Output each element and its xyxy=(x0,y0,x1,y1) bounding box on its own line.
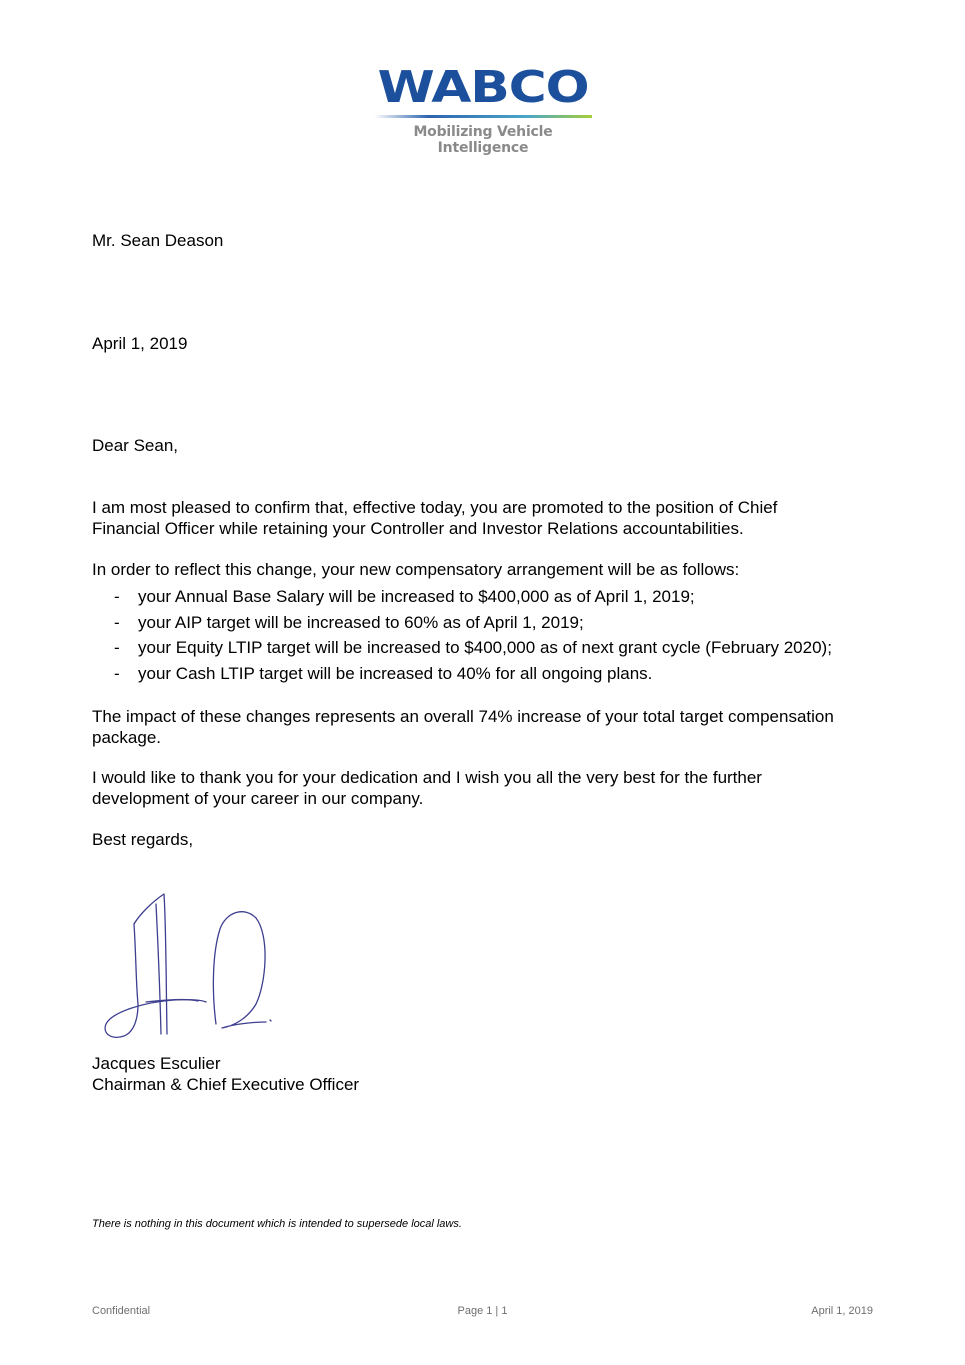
letter-date: April 1, 2019 xyxy=(92,334,188,353)
signer-block xyxy=(92,1053,882,1095)
list-item xyxy=(92,584,892,610)
list-item xyxy=(92,661,892,687)
salutation: Dear Sean, xyxy=(92,436,178,455)
list-item xyxy=(92,610,892,636)
arrangement-intro: In order to reflect this change, your new compensatory arrangement will be as follows: xyxy=(92,560,740,579)
signer-title: Chairman & Chief Executive Officer xyxy=(92,1075,360,1094)
impact-paragraph xyxy=(92,706,882,748)
footer-confidential: Confidential xyxy=(92,1305,151,1317)
signature-image xyxy=(94,884,284,1050)
bullet-dash: - xyxy=(114,663,120,683)
intro-line: I am most pleased to confirm that, effective today, you are promoted to the position of Chief xyxy=(92,498,778,517)
thanks-paragraph xyxy=(92,767,882,809)
footer-date: April 1, 2019 xyxy=(811,1305,873,1317)
legal-disclaimer: There is nothing in this document which is intended to supersede local laws. xyxy=(92,1218,462,1230)
list-item-text: your Equity LTIP target will be increased to $400,000 as of next grant cycle (February 2020); xyxy=(138,638,832,657)
bullet-dash: - xyxy=(114,638,120,657)
list-item-text: your Annual Base Salary will be increased to $400,000 as of April 1, 2019; xyxy=(138,587,695,606)
thanks-line: I would like to thank you for your dedication and I wish you all the very best for the further xyxy=(92,768,762,787)
recipient-name: Mr. Sean Deason xyxy=(92,231,224,250)
list-item-text: your Cash LTIP target will be increased to 40% for all ongoing plans. xyxy=(138,663,653,683)
logo-tagline: Mobilizing Vehicle Intelligence xyxy=(413,124,553,156)
wabco-logo xyxy=(370,62,596,156)
list-item xyxy=(92,635,892,661)
signer-name: Jacques Esculier xyxy=(92,1054,221,1073)
intro-paragraph xyxy=(92,497,882,539)
logo-gradient-bar xyxy=(374,115,592,118)
list-item-text: your AIP target will be increased to 60% as of April 1, 2019; xyxy=(138,612,584,632)
impact-line: package. xyxy=(92,728,161,747)
bullet-dash: - xyxy=(114,587,120,606)
compensation-list xyxy=(92,584,892,686)
footer-page-number: Page 1 | 1 xyxy=(457,1305,508,1317)
impact-line: The impact of these changes represents an overall 74% increase of your total target compensation xyxy=(92,707,834,726)
closing: Best regards, xyxy=(92,830,194,849)
intro-line: Financial Officer while retaining your Controller and Investor Relations accountabilities. xyxy=(92,519,744,538)
bullet-dash: - xyxy=(114,612,120,632)
logo-wordmark: WABCO xyxy=(377,62,589,113)
thanks-line: development of your career in our company. xyxy=(92,789,424,808)
